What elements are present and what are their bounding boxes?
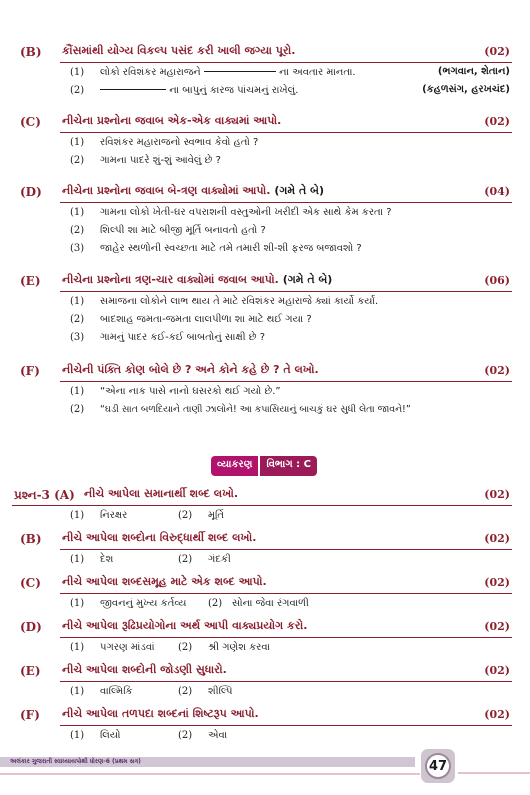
- question-letter: (B): [20, 45, 42, 59]
- list-item: [0, 294, 530, 312]
- footer-book-title: અલંકાર ગુજરાતી સ્વાધ્યાયપોથી ધોરણ-6 (પ્રથમ સત્ર): [10, 758, 141, 765]
- list-item: [0, 205, 530, 223]
- item-text-after: ના બાપુનું કારજ પાંચમનું રાખેલું.: [169, 85, 299, 96]
- question-marks: (02): [484, 620, 510, 633]
- question-title: [62, 184, 324, 198]
- list-item: [0, 153, 530, 171]
- question-marks: (02): [484, 364, 510, 377]
- question-header: [0, 618, 530, 640]
- item-text: મૂર્તિ: [208, 510, 224, 521]
- section-f: [0, 362, 530, 420]
- question-letter: (F): [20, 708, 40, 722]
- list-item: [0, 596, 530, 614]
- list-item: [0, 330, 530, 348]
- list-item: [0, 684, 530, 702]
- question-header: [0, 43, 530, 65]
- question-marks: (02): [484, 45, 510, 58]
- list-item: [0, 508, 530, 526]
- question-header: [0, 662, 530, 684]
- item-text: [100, 85, 298, 96]
- question-letter: (D): [20, 620, 42, 634]
- question-letter: (C): [20, 576, 41, 590]
- divider: [60, 202, 512, 203]
- list-item: [0, 402, 530, 420]
- section-b: [0, 43, 530, 101]
- grammar-section-b: [0, 530, 530, 570]
- question-letter: (D): [20, 185, 42, 199]
- page-footer: [0, 746, 530, 795]
- question-letter: (E): [20, 274, 41, 288]
- question-header: [0, 113, 530, 135]
- item-number: (2): [178, 554, 193, 565]
- question-marks: (02): [484, 664, 510, 677]
- grammar-section-e: [0, 662, 530, 702]
- item-text: ગામનું પાદર કઈ-કઈ બાબતોનું સાક્ષી છે ?: [100, 332, 265, 343]
- item-text: શીલ્પિ: [208, 686, 233, 697]
- divider: [60, 637, 512, 638]
- question-header: [0, 574, 530, 596]
- fill-blank: [204, 71, 276, 72]
- question-header: [0, 706, 530, 728]
- question-header: [0, 362, 530, 384]
- question-marks: (04): [484, 185, 510, 198]
- question-title: નીચે આપેલા સમાનાર્થી શબ્દ લખો.: [84, 487, 239, 500]
- question-choice-note: (ગમે તે બે): [274, 184, 324, 197]
- question-title: કૌંસમાંથી યોગ્ય વિકલ્પ પસંદ કરી ખાલી જગ્યા પૂરો.: [62, 44, 296, 57]
- item-number: (2): [178, 510, 193, 521]
- item-text: જાહેર સ્થળોની સ્વચ્છતા માટે તમે તમારી શી-શી ફરજ બજાવશો ?: [100, 243, 362, 254]
- item-number: (1): [70, 510, 85, 521]
- divider: [60, 62, 512, 63]
- divider: [60, 381, 512, 382]
- item-text: સોના જેવા રંગવાળી: [232, 598, 309, 609]
- item-text: વાલ્મિકિ: [100, 686, 133, 697]
- fill-blank: [100, 89, 166, 90]
- banner-section-label: વિભાગ : C: [258, 456, 317, 476]
- item-text: રવિશંકર મહારાજનો સ્વભાવ કેવો હતો ?: [100, 137, 259, 148]
- list-item: [0, 65, 530, 83]
- item-number: (1): [70, 296, 85, 307]
- item-text: પગરણ માંડવાં: [100, 642, 155, 653]
- item-hint: (ભગવાન, શેતાન): [437, 66, 510, 77]
- item-number: (2): [70, 404, 85, 415]
- item-number: (1): [70, 137, 85, 148]
- question-title: નીચે આપેલા રૂઢિપ્રયોગોના અર્થ આપી વાક્યપ્રયોગ કરો.: [62, 619, 308, 632]
- divider: [60, 291, 512, 292]
- item-text: સમાજના લોકોને લાભ થાય તે માટે રવિશંકર મહારાજે ક્યાં કાર્યો કર્યાં.: [100, 296, 379, 307]
- list-item: [0, 552, 530, 570]
- item-number: (2): [208, 598, 223, 609]
- question-letter: પ્રશ્ન-3 (A): [14, 488, 75, 502]
- question-header: [0, 530, 530, 552]
- section-banner: [211, 456, 317, 476]
- item-text: એવા: [208, 730, 228, 741]
- question-marks: (06): [484, 274, 510, 287]
- item-number: (1): [70, 554, 85, 565]
- item-number: (1): [70, 207, 85, 218]
- item-text: ગામના લોકો ખેતી-ઘર વપરાશની વસ્તુઓની ખરીદી એક સાથે કેમ કરતા ?: [100, 207, 392, 218]
- item-number: (1): [70, 386, 85, 397]
- question-title: નીચે આપેલા શબ્દોની જોડણી સુધારો.: [62, 663, 227, 676]
- item-number: (1): [70, 598, 85, 609]
- question-letter: (F): [20, 364, 40, 378]
- item-text: લિયો: [100, 730, 121, 741]
- item-number: (2): [70, 225, 85, 236]
- item-number: (2): [178, 730, 193, 741]
- divider: [60, 593, 512, 594]
- question-title: નીચે આપેલા શબ્દસમૂહ માટે એક શબ્દ આપો.: [62, 575, 267, 588]
- item-number: (1): [70, 686, 85, 697]
- question-header: [0, 486, 530, 508]
- section-e: [0, 272, 530, 348]
- item-number: (2): [178, 642, 193, 653]
- item-text-after: ના અવતાર માનતા.: [279, 67, 356, 78]
- section-c: [0, 113, 530, 171]
- question-letter: (B): [20, 532, 42, 546]
- item-text: ગામના પાદરે શું-શું આવેલું છે ?: [100, 155, 221, 166]
- question-marks: (02): [484, 532, 510, 545]
- item-text-before: લોકો રવિશંકર મહારાજને: [100, 67, 201, 78]
- item-text: શિલ્પી શા માટે બીજી મૂર્તિ બનાવતો હતો ?: [100, 225, 266, 236]
- question-title: નીચે આપેલા તળપદા શબ્દનાં શિષ્ટરૂપ આપો.: [62, 707, 259, 720]
- question-title: નીચેના પ્રશ્નોના જવાબ એક-એક વાક્યમાં આપો.: [62, 114, 282, 127]
- question-title: [62, 273, 332, 287]
- item-number: (1): [70, 730, 85, 741]
- question-title-text: નીચેના પ્રશ્નોના જવાબ બે-ત્રણ વાક્યોમાં આપો.: [62, 184, 271, 197]
- list-item: [0, 640, 530, 658]
- list-item: [0, 83, 530, 101]
- question-header: [0, 183, 530, 205]
- item-number: (3): [70, 332, 85, 343]
- list-item: [0, 135, 530, 153]
- item-number: (3): [70, 243, 85, 254]
- divider: [60, 681, 512, 682]
- grammar-section-c: [0, 574, 530, 614]
- question-header: [0, 272, 530, 294]
- item-number: (2): [178, 686, 193, 697]
- item-text: “ઘડી સાત બળદિયાને તાણી ઝાલોને! આ કપાસિયાનું બાચકું ઘર સુધી લેતા જાવને!”: [100, 404, 411, 415]
- grammar-section-a: [0, 486, 530, 526]
- item-text: ગંદકી: [208, 554, 231, 565]
- question-marks: (02): [484, 115, 510, 128]
- question-choice-note: (ગમે તે બે): [282, 273, 333, 286]
- page-number: 47: [425, 753, 451, 779]
- question-title: નીચે આપેલા શબ્દોના વિરુદ્ધાર્થી શબ્દ લખો.: [62, 531, 257, 544]
- question-marks: (02): [484, 708, 510, 721]
- question-marks: (02): [484, 576, 510, 589]
- footer-line: [0, 773, 420, 775]
- list-item: [0, 223, 530, 241]
- divider: [60, 132, 512, 133]
- item-text: “એના નાક પાસે નાનો ઘસરકો થઈ ગયો છે.”: [100, 386, 281, 397]
- divider: [12, 505, 512, 506]
- footer-line: [458, 772, 530, 774]
- banner-grammar-label: વ્યાકરણ: [211, 456, 258, 476]
- divider: [60, 549, 512, 550]
- question-marks: (02): [484, 488, 510, 501]
- question-title-text: નીચેના પ્રશ્નોના ત્રણ-ચાર વાક્યોમાં જવાબ આપો.: [62, 273, 279, 286]
- item-text: શ્રી ગણેશ કરવા: [208, 642, 271, 653]
- list-item: [0, 312, 530, 330]
- item-number: (1): [70, 67, 85, 78]
- item-text: નિરક્ષર: [100, 510, 128, 521]
- list-item: [0, 728, 530, 746]
- list-item: [0, 241, 530, 259]
- item-number: (2): [70, 155, 85, 166]
- item-text: બાદશાહ જમતા-જમતા લાલપીળા શા માટે થઈ ગયા ?: [100, 314, 312, 325]
- grammar-section-d: [0, 618, 530, 658]
- item-number: (1): [70, 642, 85, 653]
- section-d: [0, 183, 530, 259]
- item-text: જીવનનું મુખ્ય કર્તવ્ય: [100, 598, 187, 609]
- item-hint: (કહળસંગ, હરખચંદ): [422, 84, 510, 95]
- item-number: (2): [70, 314, 85, 325]
- grammar-section-f: [0, 706, 530, 746]
- list-item: [0, 384, 530, 402]
- question-letter: (E): [20, 664, 41, 678]
- question-title: નીચેની પંક્તિ કોણ બોલે છે ? અને કોને કહે છે ? તે લખો.: [62, 363, 319, 376]
- item-number: (2): [70, 85, 85, 96]
- item-text: [100, 67, 356, 78]
- divider: [60, 725, 512, 726]
- item-text: દેશ: [100, 554, 114, 565]
- question-letter: (C): [20, 115, 41, 129]
